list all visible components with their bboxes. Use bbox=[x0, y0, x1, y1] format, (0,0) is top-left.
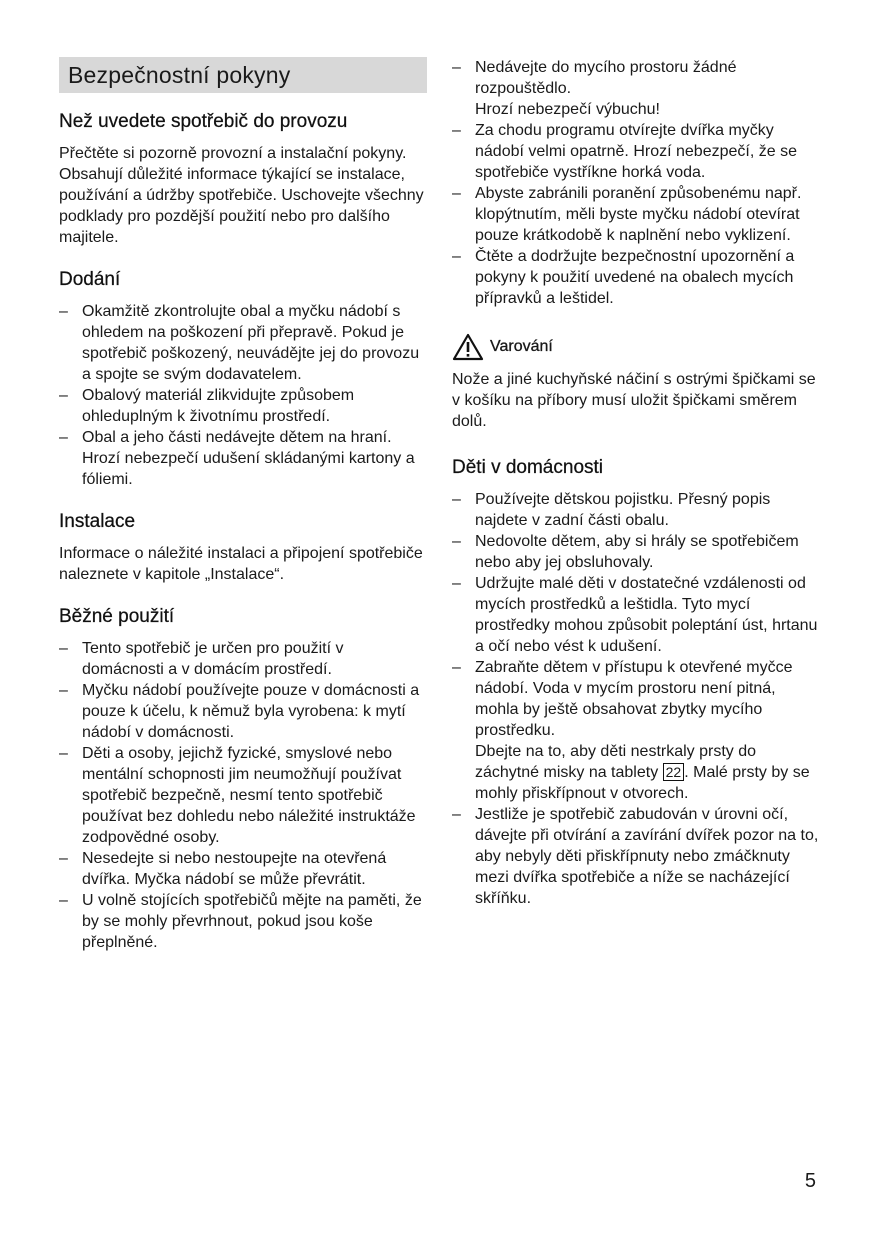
section-text: Informace o náležité instalaci a připojení spotřebiče naleznete v kapitole „Instalace“. bbox=[59, 545, 423, 583]
extra-text-pre: Dbejte na to, aby děti nestrkaly prsty do záchytné misky na tablety bbox=[475, 743, 757, 781]
page-number: 5 bbox=[804, 1170, 816, 1192]
section-before-use bbox=[59, 110, 427, 248]
warning-label: Varování bbox=[490, 338, 553, 355]
left-column bbox=[59, 57, 427, 973]
list-item: – Za chodu programu otvírejte dvířka myčky nádobí velmi opatrně. Hrozí nebezpečí, že se spotřebiče vystříkne horká voda. bbox=[452, 120, 822, 183]
list-item-text: Zabraňte dětem v přístupu k otevřené myčce nádobí. Voda v mycím prostoru není pitná, mohla by ještě obsahovat zbytky mycího prostředku. bbox=[475, 659, 793, 739]
list-item: – Jestliže je spotřebič zabudován v úrovni očí, dávejte při otvírání a zavírání dvířek pozor na to, aby nebyly děti přiskřípnuty nebo zmáčknuty mezi dvířka spotřebiče a níže se nacházející skříňku. bbox=[452, 804, 822, 909]
list-item-extra bbox=[475, 741, 822, 804]
list-item: – Děti a osoby, jejichž fyzické, smyslové nebo mentální schopnosti jim neumožňují používat spotřebič bezpečně, nesmí tento spotřebič používat bez dohledu nebo náležité instruktáže zodpovědné osoby. bbox=[59, 743, 427, 848]
right-column bbox=[452, 57, 822, 929]
section-title: Dodání bbox=[59, 269, 121, 290]
section-continued-use bbox=[452, 57, 822, 309]
section-title: Než uvedete spotřebič do provozu bbox=[59, 111, 348, 132]
page-title: Bezpečnostní pokyny bbox=[59, 57, 427, 93]
list-item: – Nedovolte dětem, aby si hrály se spotřebičem nebo aby jej obsluhovaly. bbox=[452, 531, 822, 573]
section-children bbox=[452, 456, 822, 909]
section-title: Běžné použití bbox=[59, 606, 175, 627]
list-item: – Používejte dětskou pojistku. Přesný popis najdete v zadní části obalu. bbox=[452, 489, 822, 531]
normal-use-list bbox=[59, 638, 427, 953]
delivery-list bbox=[59, 301, 427, 490]
section-title: Děti v domácnosti bbox=[452, 457, 604, 478]
list-item: – Tento spotřebič je určen pro použití v domácnosti a v domácím prostředí. bbox=[59, 638, 427, 680]
warning-triangle-icon bbox=[452, 333, 484, 361]
warning-text: Nože a jiné kuchyňské náčiní s ostrými špičkami se v košíku na příbory musí uložit špičkami směrem dolů. bbox=[452, 371, 816, 430]
list-item bbox=[452, 657, 822, 804]
list-item: – Myčku nádobí používejte pouze v domácnosti a pouze k účelu, k němuž byla vyrobena: k mytí nádobí v domácnosti. bbox=[59, 680, 427, 743]
warning-heading bbox=[452, 333, 822, 361]
list-item: – Okamžitě zkontrolujte obal a myčku nádobí s ohledem na poškození při přepravě. Pokud je spotřebič poškozený, neuvádějte jej do provozu a spojte se svým dodavatelem. bbox=[59, 301, 427, 385]
list-item: – Obal a jeho části nedávejte dětem na hraní. Hrozí nebezpečí udušení skládanými kartony a fóliemi. bbox=[59, 427, 427, 490]
section-text: Přečtěte si pozorně provozní a instalační pokyny. Obsahují důležité informace týkající se instalace, používání a údržby spotřebiče. Uschovejte všechny podklady pro pozdější použití nebo pro dalšího majitele. bbox=[59, 145, 424, 246]
extra-text-post: . Malé prsty by se mohly přiskřípnout v otvorech. bbox=[475, 764, 810, 802]
section-title: Instalace bbox=[59, 511, 136, 532]
section-installation bbox=[59, 510, 427, 585]
list-item: – Čtěte a dodržujte bezpečnostní upozornění a pokyny k použití uvedené na obalech mycích přípravků a leštidel. bbox=[452, 246, 822, 309]
list-item: – Nesedejte si nebo nestoupejte na otevřená dvířka. Myčka nádobí se může převrátit. bbox=[59, 848, 427, 890]
continued-list bbox=[452, 57, 822, 309]
children-list bbox=[452, 489, 822, 909]
reference-number: 22 bbox=[663, 763, 685, 781]
list-item: – U volně stojících spotřebičů mějte na paměti, že by se mohly převrhnout, pokud jsou koše přeplněné. bbox=[59, 890, 427, 953]
list-item: – Obalový materiál zlikvidujte způsobem ohleduplným k životnímu prostředí. bbox=[59, 385, 427, 427]
section-delivery bbox=[59, 268, 427, 490]
list-item bbox=[452, 57, 822, 120]
list-item-text: Nedávejte do mycího prostoru žádné rozpouštědlo. bbox=[475, 59, 737, 97]
warning-block bbox=[452, 333, 822, 432]
section-normal-use bbox=[59, 605, 427, 953]
list-item: – Abyste zabránili poranění způsobenému např. klopýtnutím, měli byste myčku nádobí otevírat pouze krátkodobě k naplnění nebo vyklizení. bbox=[452, 183, 822, 246]
list-item-extra: Hrozí nebezpečí výbuchu! bbox=[475, 101, 660, 118]
list-item: – Udržujte malé děti v dostatečné vzdálenosti od mycích prostředků a leštidla. Tyto mycí prostředky mohou způsobit poleptání úst, hrtanu a očí nebo vést k udušení. bbox=[452, 573, 822, 657]
